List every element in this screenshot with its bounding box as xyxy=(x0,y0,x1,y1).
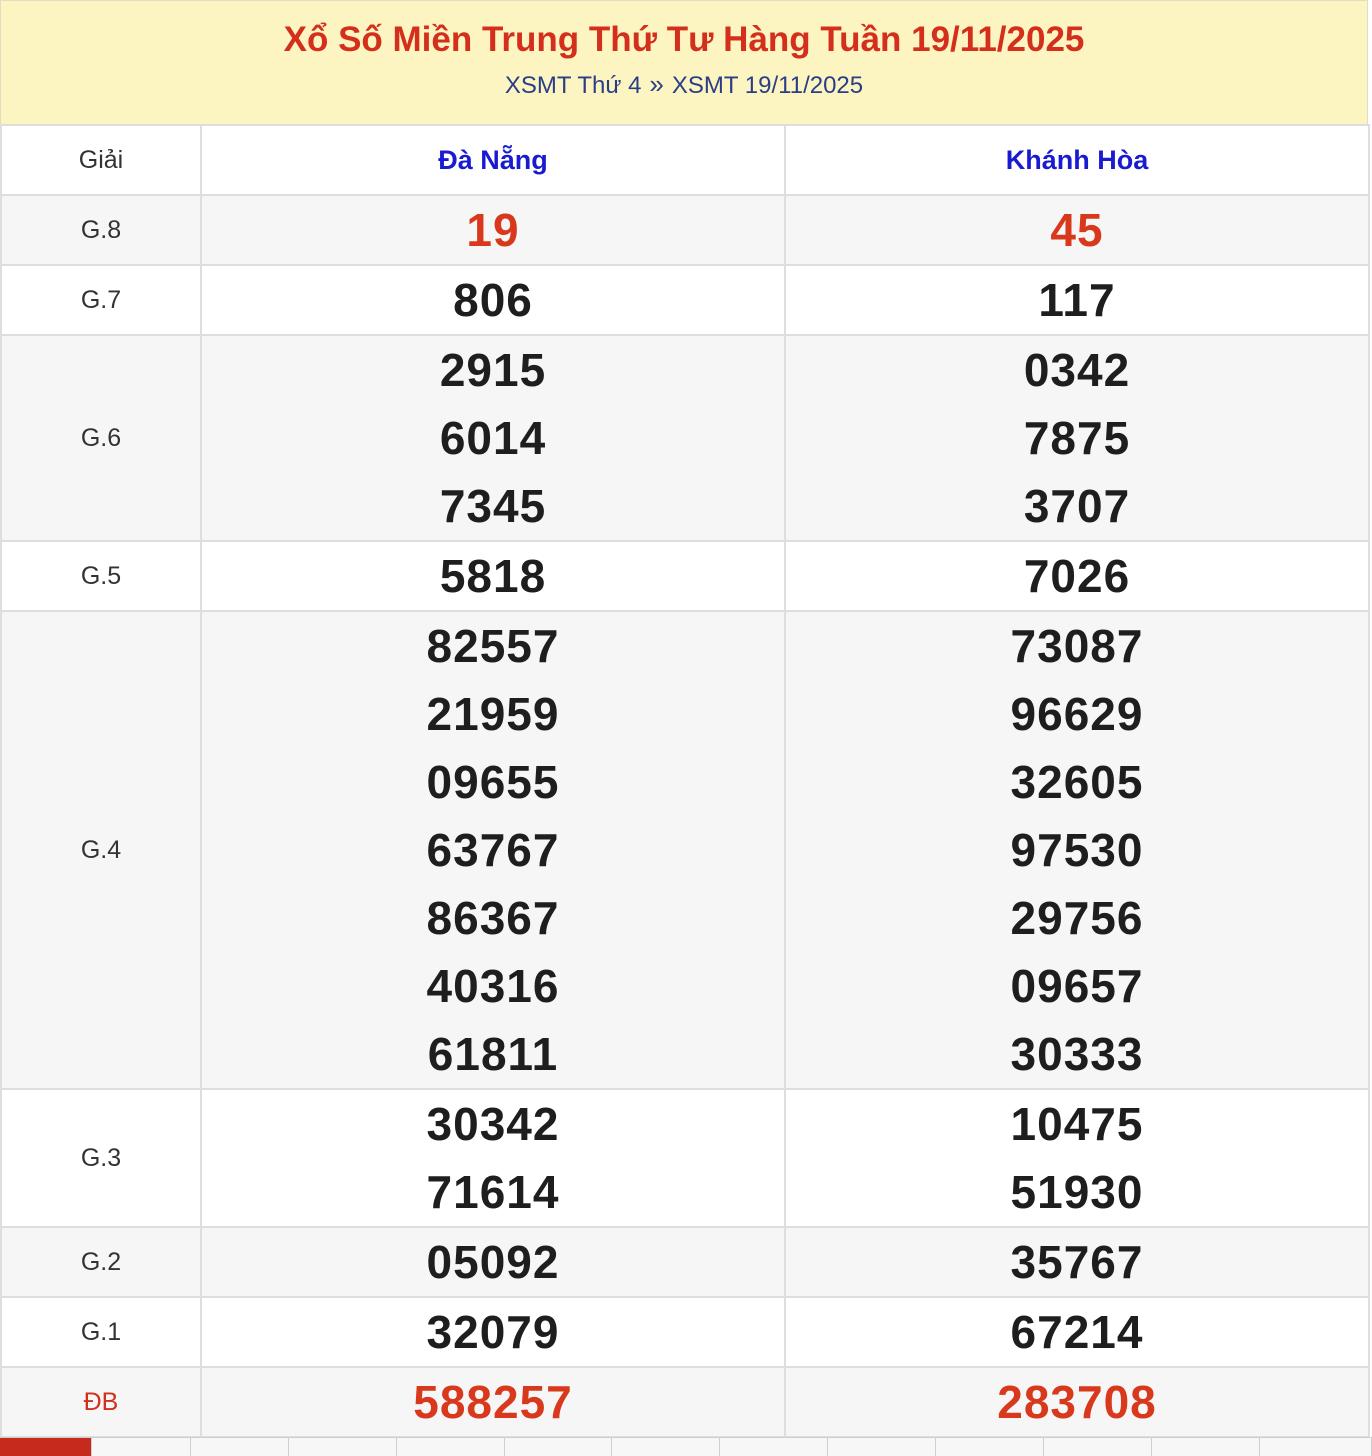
bottom-tab[interactable] xyxy=(1260,1438,1372,1456)
result-number: 09655 xyxy=(426,756,560,808)
province-header-da-nang[interactable]: Đà Nẵng xyxy=(201,125,785,195)
result-number: 09657 xyxy=(1010,960,1144,1012)
result-number: 588257 xyxy=(413,1376,573,1428)
result-cell-khanh-hoa xyxy=(785,541,1369,611)
result-cell-da-nang xyxy=(201,1227,785,1297)
bottom-tab[interactable] xyxy=(397,1438,505,1456)
bottom-tab-strip xyxy=(0,1437,1372,1456)
result-cell-da-nang xyxy=(201,265,785,335)
result-cell-da-nang xyxy=(201,611,785,1089)
result-number: 806 xyxy=(453,274,533,326)
prize-row xyxy=(1,265,1369,335)
result-number: 05092 xyxy=(426,1236,560,1288)
breadcrumb-link-xsmt-thu-4[interactable]: XSMT Thứ 4 xyxy=(504,72,642,99)
result-number: 30342 xyxy=(426,1098,560,1150)
result-number: 73087 xyxy=(1010,620,1144,672)
result-number: 7875 xyxy=(1023,412,1131,464)
bottom-tab[interactable] xyxy=(612,1438,720,1456)
result-number: 19 xyxy=(466,204,520,256)
result-cell-khanh-hoa xyxy=(785,265,1369,335)
page-title: Xổ Số Miền Trung Thứ Tư Hàng Tuần 19/11/2025 xyxy=(283,20,1085,59)
prize-row xyxy=(1,195,1369,265)
prize-row xyxy=(1,541,1369,611)
result-number: 117 xyxy=(1038,274,1116,326)
prize-label: ĐB xyxy=(1,1367,201,1437)
bottom-tab[interactable] xyxy=(936,1438,1044,1456)
table-header-row xyxy=(1,125,1369,195)
prize-label: G.7 xyxy=(1,265,201,335)
prize-row xyxy=(1,1089,1369,1227)
result-cell-khanh-hoa xyxy=(785,1227,1369,1297)
result-cell-khanh-hoa xyxy=(785,611,1369,1089)
result-number: 97530 xyxy=(1010,824,1144,876)
prize-label: G.6 xyxy=(1,335,201,541)
result-cell-da-nang xyxy=(201,1089,785,1227)
result-number: 0342 xyxy=(1023,344,1131,396)
result-number: 51930 xyxy=(1010,1166,1144,1218)
result-cell-da-nang xyxy=(201,1297,785,1367)
results-header xyxy=(0,0,1368,124)
bottom-tab[interactable] xyxy=(191,1438,289,1456)
result-cell-khanh-hoa xyxy=(785,335,1369,541)
breadcrumb-link-xsmt-date[interactable]: XSMT 19/11/2025 xyxy=(671,72,864,99)
result-number: 21959 xyxy=(426,688,560,740)
result-cell-khanh-hoa xyxy=(785,195,1369,265)
result-number: 96629 xyxy=(1010,688,1144,740)
bottom-tab[interactable] xyxy=(1044,1438,1152,1456)
result-number: 5818 xyxy=(439,550,547,602)
result-number: 67214 xyxy=(1010,1306,1144,1358)
result-cell-da-nang xyxy=(201,335,785,541)
result-number: 30333 xyxy=(1010,1028,1144,1080)
result-cell-da-nang xyxy=(201,541,785,611)
prize-row xyxy=(1,611,1369,1089)
result-cell-da-nang xyxy=(201,1367,785,1437)
result-cell-khanh-hoa xyxy=(785,1089,1369,1227)
bottom-tab[interactable] xyxy=(92,1438,191,1456)
result-number: 7345 xyxy=(439,480,547,532)
prize-label: G.3 xyxy=(1,1089,201,1227)
result-number: 10475 xyxy=(1010,1098,1144,1150)
prize-row xyxy=(1,335,1369,541)
bottom-tab[interactable] xyxy=(0,1438,92,1456)
bottom-tab[interactable] xyxy=(289,1438,397,1456)
result-number: 63767 xyxy=(426,824,560,876)
prize-label: G.2 xyxy=(1,1227,201,1297)
result-number: 2915 xyxy=(439,344,547,396)
prize-label: G.5 xyxy=(1,541,201,611)
prize-row xyxy=(1,1297,1369,1367)
prize-column-header: Giải xyxy=(1,125,201,195)
result-cell-khanh-hoa xyxy=(785,1297,1369,1367)
result-cell-da-nang xyxy=(201,195,785,265)
bottom-tab[interactable] xyxy=(720,1438,828,1456)
result-number: 29756 xyxy=(1010,892,1144,944)
breadcrumb-separator: » xyxy=(649,69,664,99)
result-number: 82557 xyxy=(426,620,560,672)
result-number: 45 xyxy=(1050,204,1104,256)
prize-label: G.8 xyxy=(1,195,201,265)
result-number: 32605 xyxy=(1010,756,1144,808)
prize-label: G.1 xyxy=(1,1297,201,1367)
result-number: 71614 xyxy=(426,1166,560,1218)
bottom-tab[interactable] xyxy=(828,1438,936,1456)
result-number: 40316 xyxy=(426,960,560,1012)
result-number: 283708 xyxy=(997,1376,1157,1428)
prize-row xyxy=(1,1367,1369,1437)
breadcrumb xyxy=(1,69,1367,101)
lottery-results-table xyxy=(0,124,1370,1438)
result-number: 86367 xyxy=(426,892,560,944)
prize-row xyxy=(1,1227,1369,1297)
result-number: 61811 xyxy=(427,1028,559,1080)
result-number: 32079 xyxy=(426,1306,560,1358)
result-number: 7026 xyxy=(1023,550,1131,602)
prize-label: G.4 xyxy=(1,611,201,1089)
result-number: 35767 xyxy=(1010,1236,1144,1288)
result-number: 3707 xyxy=(1023,480,1131,532)
result-number: 6014 xyxy=(439,412,547,464)
province-header-khanh-hoa[interactable]: Khánh Hòa xyxy=(785,125,1369,195)
bottom-tab[interactable] xyxy=(1152,1438,1260,1456)
result-cell-khanh-hoa xyxy=(785,1367,1369,1437)
bottom-tab[interactable] xyxy=(505,1438,612,1456)
